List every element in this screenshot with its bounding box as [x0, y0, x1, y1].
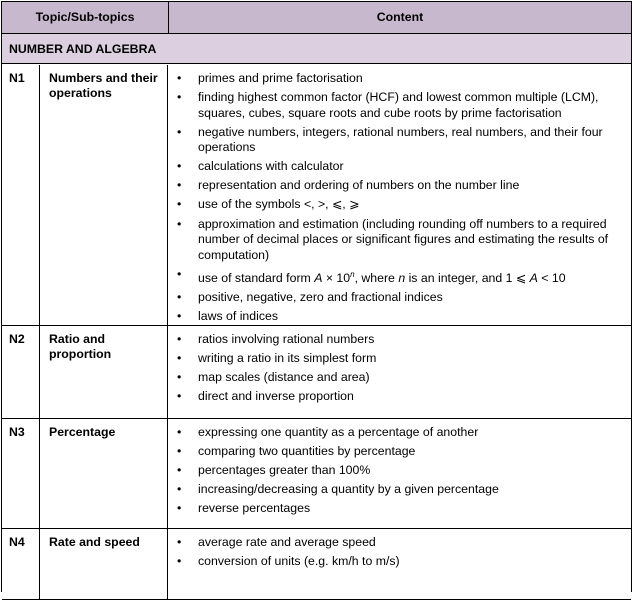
list-item: • increasing/decreasing a quantity by a given percentage: [177, 482, 499, 497]
table-row-n2: [2, 326, 631, 419]
list-item: • use of the symbols <, >, ⩽, ⩾: [177, 197, 360, 212]
table-row-n1: [2, 65, 631, 326]
list-item: • positive, negative, zero and fractional indices: [177, 289, 443, 304]
row-code: N2: [2, 326, 40, 418]
list-item: • percentages greater than 100%: [177, 463, 371, 478]
header-content: Content: [376, 10, 424, 24]
list-item: • average rate and average speed: [177, 535, 376, 549]
list-item: • use of standard form $A \times 10^n$, where n is an integer, and 1 ⩽ A < 10: [177, 266, 566, 285]
row-content: [169, 326, 631, 418]
list-item: • reverse percentages: [177, 501, 311, 516]
list-item: • negative numbers, integers, rational numbers, real numbers, and their four operations: [177, 124, 603, 155]
row-content: [169, 65, 631, 325]
header-topic: Topic/Sub-topics: [2, 2, 169, 33]
list-item: • direct and inverse proportion: [177, 389, 354, 404]
row-code: N4: [2, 529, 40, 599]
list-item: • laws of indices: [177, 308, 278, 323]
list-item: • approximation and estimation (including rounding off numbers to a required number of decimal places or significant figures and estimating the results of computation): [177, 216, 609, 262]
row-content: [169, 529, 631, 599]
list-item: • ratios involving rational numbers: [177, 332, 375, 346]
list-item: • conversion of units (e.g. km/h to m/s): [177, 554, 400, 569]
list-item: • expressing one quantity as a percentage of another: [177, 425, 479, 439]
list-item: • map scales (distance and area): [177, 370, 370, 385]
row-code: N1: [2, 65, 40, 325]
syllabus-table: [1, 1, 632, 592]
row-topic: Numbers and their operations: [41, 65, 168, 325]
list-item: • finding highest common factor (HCF) and lowest common multiple (LCM), squares, cubes, square roots and cube roots by prime factorisation: [177, 90, 599, 120]
list-item: • calculations with calculator: [177, 159, 344, 174]
list-item: • primes and prime factorisation: [177, 71, 363, 85]
row-code: N3: [2, 419, 40, 528]
table-row-n4: [2, 529, 631, 600]
list-item: • comparing two quantities by percentage: [177, 444, 416, 459]
table-header: [2, 2, 631, 34]
row-topic: Percentage: [41, 419, 168, 528]
row-topic: Ratio and proportion: [41, 326, 168, 418]
row-content: [169, 419, 631, 528]
list-item: • writing a ratio in its simplest form: [177, 351, 377, 366]
list-item: • representation and ordering of numbers on the number line: [177, 178, 520, 193]
row-topic: Rate and speed: [41, 529, 168, 599]
section-heading: NUMBER AND ALGEBRA: [2, 34, 631, 64]
table-row-n3: [2, 419, 631, 529]
